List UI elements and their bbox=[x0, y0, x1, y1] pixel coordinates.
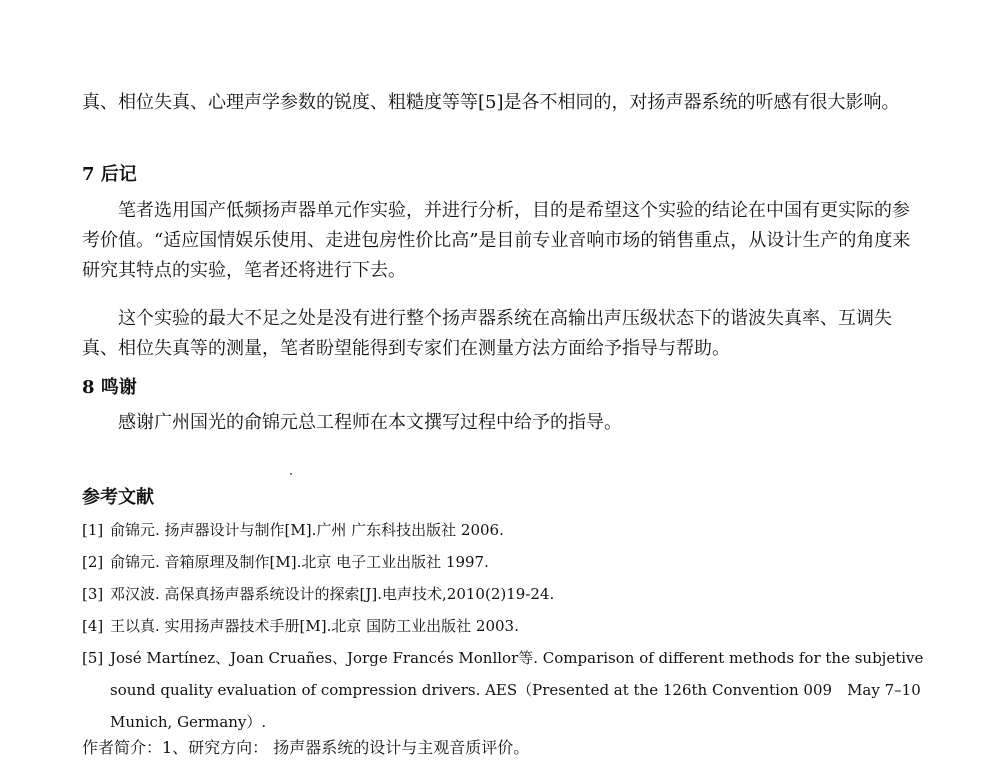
reference-text: 俞锦元. 扬声器设计与制作[M].广州 广东科技出版社 2006. bbox=[110, 521, 504, 539]
reference-item bbox=[82, 514, 932, 546]
reference-text: 王以真. 实用扬声器技术手册[M].北京 国防工业出版社 2003. bbox=[110, 617, 519, 635]
reference-number: [5] bbox=[82, 649, 104, 667]
paragraph-continuation: 真、相位失真、心理声学参数的锐度、粗糙度等等[5]是各不相同的，对扬声器系统的听感有很大影响。 bbox=[82, 92, 900, 113]
reference-text: 俞锦元. 音箱原理及制作[M].北京 电子工业出版社 1997. bbox=[110, 553, 489, 571]
paragraph-acknowledgement: 感谢广州国光的俞锦元总工程师在本文撰写过程中给予的指导。 bbox=[118, 412, 622, 433]
section-heading-afterword: 7 后记 bbox=[82, 164, 137, 185]
reference-text: José Martínez、Joan Cruañes、Jorge Francés Monllor等. Comparison of different methods for the subjetive sound quality evaluation of compression drivers. AES（Presented at the 126th Convention 009 May 7–10 Munich, Germany）. bbox=[110, 649, 924, 731]
author-introduction: 作者简介：1、研究方向： 扬声器系统的设计与主观音质评价。 bbox=[82, 738, 530, 757]
paragraph-limitations: 这个实验的最大不足之处是没有进行整个扬声器系统在高输出声压级状态下的谐波失真率、互调失真、相位失真等的测量，笔者盼望能得到专家们在测量方法方面给予指导与帮助。 bbox=[82, 308, 892, 359]
reference-item bbox=[82, 610, 932, 642]
references-heading: 参考文献 bbox=[82, 487, 154, 508]
stray-dot-mark bbox=[290, 473, 292, 475]
reference-item bbox=[82, 642, 932, 738]
paragraph-experiment-purpose: 笔者选用国产低频扬声器单元作实验，并进行分析，目的是希望这个实验的结论在中国有更实际的参考价值。“适应国情娱乐使用、走进包房性价比高”是目前专业音响市场的销售重点，从设计生产的角度来研究其特点的实验，笔者还将进行下去。 bbox=[82, 200, 911, 281]
references-list bbox=[82, 514, 932, 738]
reference-number: [3] bbox=[82, 585, 104, 603]
section-heading-acknowledgements: 8 鸣谢 bbox=[82, 377, 137, 398]
reference-number: [2] bbox=[82, 553, 104, 571]
reference-item bbox=[82, 546, 932, 578]
reference-text: 邓汉波. 高保真扬声器系统设计的探索[J].电声技术,2010(2)19-24. bbox=[110, 585, 555, 603]
reference-number: [4] bbox=[82, 617, 104, 635]
reference-number: [1] bbox=[82, 521, 104, 539]
reference-item bbox=[82, 578, 932, 610]
